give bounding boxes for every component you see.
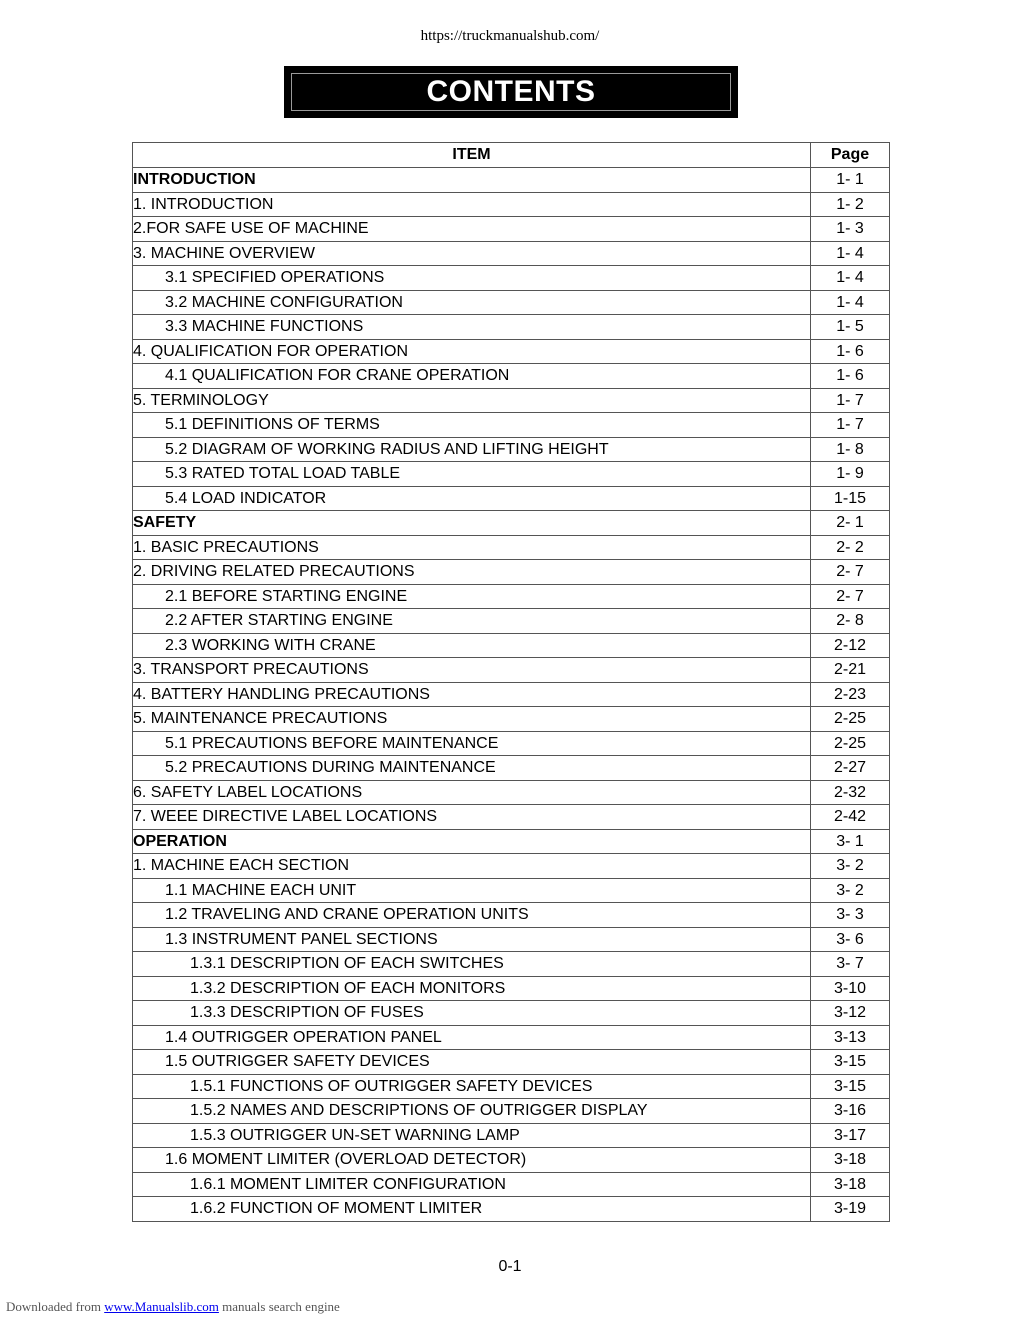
table-row — [133, 756, 890, 781]
toc-page-number: 3- 6 — [811, 927, 890, 952]
contents-table — [132, 142, 890, 1222]
toc-item-label: 7. WEEE DIRECTIVE LABEL LOCATIONS — [133, 805, 811, 830]
toc-page-number: 2- 2 — [811, 535, 890, 560]
table-row — [133, 633, 890, 658]
toc-page-number: 3- 2 — [811, 854, 890, 879]
toc-item-label: SAFETY — [133, 511, 811, 536]
toc-item-label: 2. DRIVING RELATED PRECAUTIONS — [133, 560, 811, 585]
table-row — [133, 290, 890, 315]
table-row — [133, 854, 890, 879]
manualslib-link[interactable]: www.Manualslib.com — [104, 1299, 219, 1314]
table-row — [133, 658, 890, 683]
toc-item-label: 1.3.2 DESCRIPTION OF EACH MONITORS — [133, 976, 811, 1001]
toc-item-label: 3. TRANSPORT PRECAUTIONS — [133, 658, 811, 683]
toc-page-number: 3-13 — [811, 1025, 890, 1050]
toc-item-label: 3.3 MACHINE FUNCTIONS — [133, 315, 811, 340]
toc-page-number: 3-17 — [811, 1123, 890, 1148]
table-row — [133, 805, 890, 830]
table-row — [133, 192, 890, 217]
toc-page-number: 2- 7 — [811, 560, 890, 585]
toc-page-number: 1- 4 — [811, 290, 890, 315]
toc-page-number: 2-42 — [811, 805, 890, 830]
toc-page-number: 1- 6 — [811, 364, 890, 389]
contents-table-body — [133, 168, 890, 1222]
toc-item-label: 5. TERMINOLOGY — [133, 388, 811, 413]
toc-page-number: 3-15 — [811, 1074, 890, 1099]
table-row — [133, 437, 890, 462]
toc-item-label: 1.4 OUTRIGGER OPERATION PANEL — [133, 1025, 811, 1050]
toc-item-label: 5.1 PRECAUTIONS BEFORE MAINTENANCE — [133, 731, 811, 756]
toc-page-number: 3-18 — [811, 1148, 890, 1173]
toc-page-number: 3-12 — [811, 1001, 890, 1026]
toc-page-number: 3-10 — [811, 976, 890, 1001]
table-row — [133, 952, 890, 977]
column-header-page: Page — [811, 143, 890, 168]
toc-item-label: 1.5 OUTRIGGER SAFETY DEVICES — [133, 1050, 811, 1075]
toc-page-number: 3-18 — [811, 1172, 890, 1197]
column-header-item: ITEM — [133, 143, 811, 168]
table-row — [133, 462, 890, 487]
table-row — [133, 413, 890, 438]
toc-page-number: 1- 5 — [811, 315, 890, 340]
page-title: CONTENTS — [426, 75, 596, 108]
toc-item-label: 2.3 WORKING WITH CRANE — [133, 633, 811, 658]
table-row — [133, 1074, 890, 1099]
toc-page-number: 3-16 — [811, 1099, 890, 1124]
toc-item-label: 1.3.3 DESCRIPTION OF FUSES — [133, 1001, 811, 1026]
toc-page-number: 1- 7 — [811, 388, 890, 413]
table-row — [133, 1050, 890, 1075]
toc-page-number: 1- 3 — [811, 217, 890, 242]
table-row — [133, 927, 890, 952]
toc-page-number: 1- 4 — [811, 241, 890, 266]
toc-item-label: INTRODUCTION — [133, 168, 811, 193]
table-row — [133, 903, 890, 928]
toc-item-label: 5.2 PRECAUTIONS DURING MAINTENANCE — [133, 756, 811, 781]
table-row — [133, 682, 890, 707]
toc-item-label: 1.1 MACHINE EACH UNIT — [133, 878, 811, 903]
toc-item-label: 3.2 MACHINE CONFIGURATION — [133, 290, 811, 315]
toc-item-label: 1.5.2 NAMES AND DESCRIPTIONS OF OUTRIGGER DISPLAY — [133, 1099, 811, 1124]
toc-item-label: 2.FOR SAFE USE OF MACHINE — [133, 217, 811, 242]
page-number: 0-1 — [498, 1258, 522, 1275]
table-row — [133, 1172, 890, 1197]
table-row — [133, 1197, 890, 1222]
toc-item-label: 1.6 MOMENT LIMITER (OVERLOAD DETECTOR) — [133, 1148, 811, 1173]
toc-item-label: 3.1 SPECIFIED OPERATIONS — [133, 266, 811, 291]
toc-page-number: 2-27 — [811, 756, 890, 781]
toc-item-label: 1. BASIC PRECAUTIONS — [133, 535, 811, 560]
toc-page-number: 1- 4 — [811, 266, 890, 291]
toc-page-number: 2-21 — [811, 658, 890, 683]
toc-item-label: 1.3 INSTRUMENT PANEL SECTIONS — [133, 927, 811, 952]
toc-item-label: 1. MACHINE EACH SECTION — [133, 854, 811, 879]
toc-page-number: 3- 2 — [811, 878, 890, 903]
table-row — [133, 707, 890, 732]
toc-item-label: 5.1 DEFINITIONS OF TERMS — [133, 413, 811, 438]
toc-item-label: 4. QUALIFICATION FOR OPERATION — [133, 339, 811, 364]
toc-page-number: 1- 1 — [811, 168, 890, 193]
toc-page-number: 2-25 — [811, 731, 890, 756]
table-row — [133, 560, 890, 585]
contents-title-box — [284, 66, 738, 118]
table-row — [133, 388, 890, 413]
table-row — [133, 266, 890, 291]
toc-item-label: 1.2 TRAVELING AND CRANE OPERATION UNITS — [133, 903, 811, 928]
toc-item-label: OPERATION — [133, 829, 811, 854]
table-row — [133, 217, 890, 242]
toc-page-number: 3- 7 — [811, 952, 890, 977]
table-row — [133, 1001, 890, 1026]
toc-page-number: 2- 1 — [811, 511, 890, 536]
table-row — [133, 976, 890, 1001]
toc-page-number: 3-19 — [811, 1197, 890, 1222]
table-row — [133, 780, 890, 805]
toc-page-number: 3- 1 — [811, 829, 890, 854]
toc-item-label: 3. MACHINE OVERVIEW — [133, 241, 811, 266]
toc-item-label: 2.1 BEFORE STARTING ENGINE — [133, 584, 811, 609]
toc-page-number: 2-23 — [811, 682, 890, 707]
toc-page-number: 2-25 — [811, 707, 890, 732]
toc-item-label: 2.2 AFTER STARTING ENGINE — [133, 609, 811, 634]
table-row — [133, 731, 890, 756]
toc-item-label: 1.5.1 FUNCTIONS OF OUTRIGGER SAFETY DEVICES — [133, 1074, 811, 1099]
table-row — [133, 1148, 890, 1173]
table-row — [133, 535, 890, 560]
table-row — [133, 878, 890, 903]
table-row — [133, 609, 890, 634]
footer-suffix: manuals search engine — [222, 1299, 340, 1314]
toc-page-number: 2-12 — [811, 633, 890, 658]
table-header-row — [133, 143, 890, 168]
toc-page-number: 2-32 — [811, 780, 890, 805]
toc-page-number: 1- 9 — [811, 462, 890, 487]
toc-item-label: 1.5.3 OUTRIGGER UN-SET WARNING LAMP — [133, 1123, 811, 1148]
toc-page-number: 1- 7 — [811, 413, 890, 438]
toc-item-label: 1. INTRODUCTION — [133, 192, 811, 217]
toc-item-label: 4.1 QUALIFICATION FOR CRANE OPERATION — [133, 364, 811, 389]
toc-page-number: 2- 8 — [811, 609, 890, 634]
toc-page-number: 3- 3 — [811, 903, 890, 928]
toc-page-number: 1-15 — [811, 486, 890, 511]
table-row — [133, 1025, 890, 1050]
table-row — [133, 1099, 890, 1124]
table-row — [133, 364, 890, 389]
download-footer — [6, 1299, 340, 1315]
toc-item-label: 1.6.1 MOMENT LIMITER CONFIGURATION — [133, 1172, 811, 1197]
table-row — [133, 241, 890, 266]
toc-item-label: 5. MAINTENANCE PRECAUTIONS — [133, 707, 811, 732]
table-row — [133, 584, 890, 609]
toc-item-label: 5.2 DIAGRAM OF WORKING RADIUS AND LIFTING HEIGHT — [133, 437, 811, 462]
footer-prefix: Downloaded from — [6, 1299, 101, 1314]
toc-item-label: 1.3.1 DESCRIPTION OF EACH SWITCHES — [133, 952, 811, 977]
toc-page-number: 3-15 — [811, 1050, 890, 1075]
toc-page-number: 1- 6 — [811, 339, 890, 364]
toc-page-number: 1- 8 — [811, 437, 890, 462]
table-row — [133, 339, 890, 364]
source-url: https://truckmanualshub.com/ — [420, 28, 600, 44]
table-row — [133, 1123, 890, 1148]
toc-item-label: 5.3 RATED TOTAL LOAD TABLE — [133, 462, 811, 487]
toc-page-number: 1- 2 — [811, 192, 890, 217]
table-row — [133, 829, 890, 854]
table-row — [133, 511, 890, 536]
toc-item-label: 5.4 LOAD INDICATOR — [133, 486, 811, 511]
toc-page-number: 2- 7 — [811, 584, 890, 609]
toc-item-label: 1.6.2 FUNCTION OF MOMENT LIMITER — [133, 1197, 811, 1222]
toc-item-label: 4. BATTERY HANDLING PRECAUTIONS — [133, 682, 811, 707]
table-row — [133, 315, 890, 340]
toc-item-label: 6. SAFETY LABEL LOCATIONS — [133, 780, 811, 805]
table-row — [133, 168, 890, 193]
table-row — [133, 486, 890, 511]
